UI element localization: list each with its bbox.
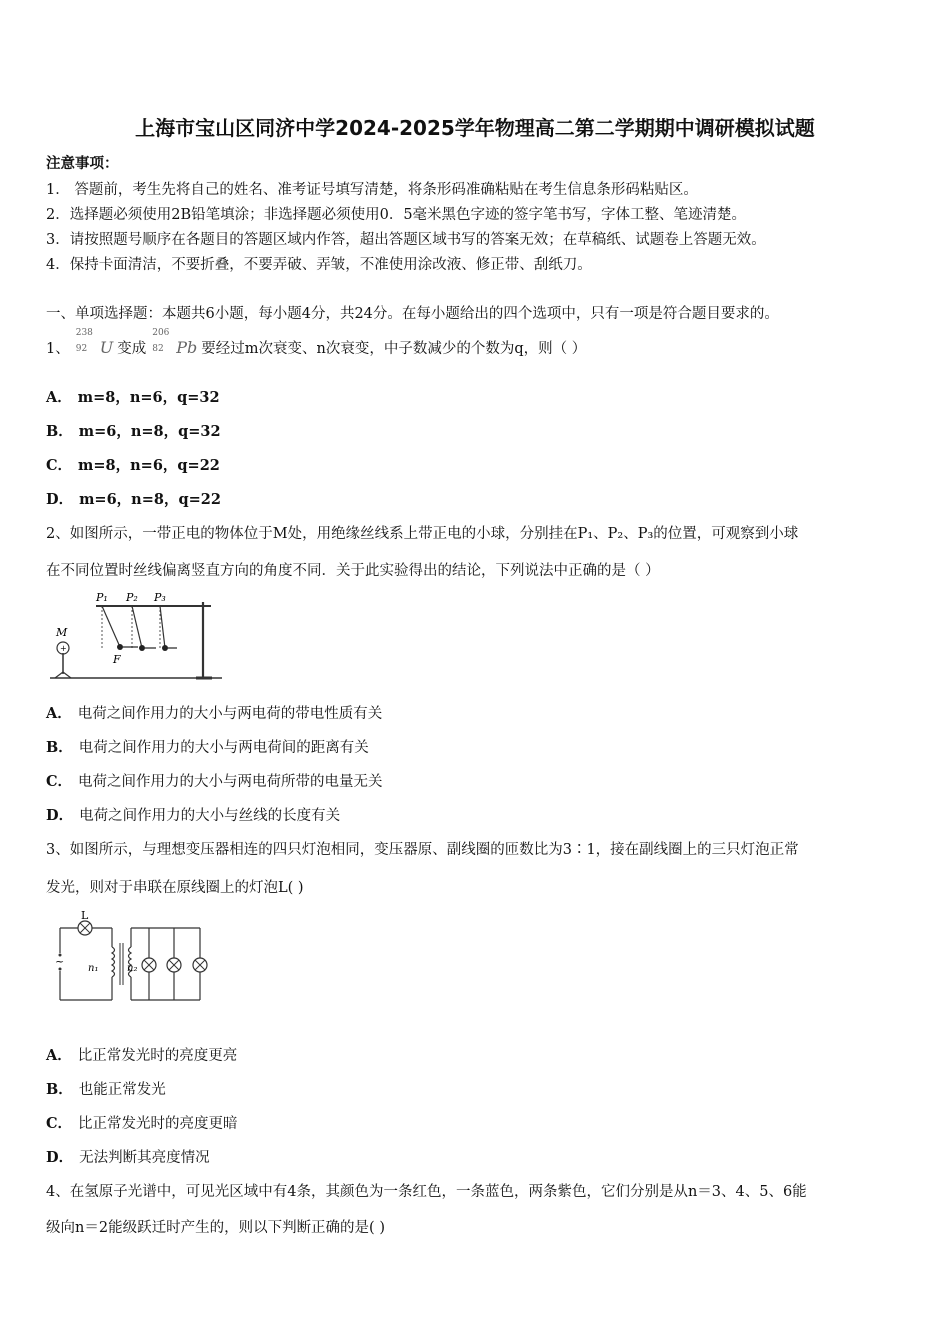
ac-source: ~ bbox=[55, 955, 65, 968]
notice-item: 3．请按照题号顺序在各题目的答题区域内作答，超出答题区域书写的答案无效；在草稿纸、试题卷上答题无效。 bbox=[46, 232, 766, 248]
question-4-stem-line2: 级向n＝2能级跃迁时产生的，则以下判断正确的是( ) bbox=[46, 1220, 385, 1236]
question-4-stem-line1: 4、在氢原子光谱中，可见光区域中有4条，其颜色为一条红色，一条蓝色，两条紫色，它们分别是从n＝3、4、5、6能 bbox=[46, 1184, 807, 1200]
ball-2 bbox=[139, 645, 145, 651]
ball-3 bbox=[162, 645, 168, 651]
label-p1: P₁ bbox=[96, 591, 108, 604]
label-n2: n₂ bbox=[127, 963, 138, 974]
notice-item: 2．选择题必须使用2B铅笔填涂；非选择题必须使用0．5毫米黑色字迹的签字笔书写，字体工整、笔迹清楚。 bbox=[46, 207, 747, 223]
option-c: C． m=8，n=6，q=22 bbox=[46, 457, 220, 474]
question-number: 1、 bbox=[46, 341, 70, 357]
isotope-lead: 206 82 Pb bbox=[152, 328, 198, 357]
notice-item: 1． 答题前，考生先将自己的姓名、准考证号填写清楚，将条形码准确粘贴在考生信息条形码粘贴区。 bbox=[46, 182, 698, 198]
notice-heading: 注意事项： bbox=[46, 155, 119, 172]
option-d: D． m=6，n=8，q=22 bbox=[46, 491, 221, 508]
option-b: B． m=6，n=8，q=32 bbox=[46, 423, 221, 440]
label-f: F bbox=[113, 653, 121, 666]
option-b: B． 电荷之间作用力的大小与两电荷间的距离有关 bbox=[46, 739, 369, 756]
label-p3: P₃ bbox=[154, 591, 166, 604]
option-b: B． 也能正常发光 bbox=[46, 1081, 166, 1098]
option-d: D． 无法判断其亮度情况 bbox=[46, 1149, 210, 1166]
option-a: A． 比正常发光时的亮度更亮 bbox=[46, 1047, 238, 1064]
question-2-stem-line2: 在不同位置时丝线偏离竖直方向的角度不同．关于此实验得出的结论，下列说法中正确的是（ ） bbox=[46, 563, 660, 579]
label-m: M bbox=[56, 626, 68, 639]
question-3-stem-line1: 3、如图所示，与理想变压器相连的四只灯泡相同，变压器原、副线圈的匝数比为3∶1，接在副线圈上的三只灯泡正常 bbox=[46, 842, 799, 858]
label-l: L bbox=[81, 909, 89, 922]
question-2-stem-line1: 2、如图所示，一带正电的物体位于M处，用绝缘丝线系上带正电的小球，分别挂在P₁、P₂、P₃的位置，可观察到小球 bbox=[46, 526, 799, 542]
isotope-uranium: 238 92 U bbox=[75, 328, 114, 357]
section-heading: 一、单项选择题：本题共6小题，每小题4分，共24分。在每小题给出的四个选项中，只有一项是符合题目要求的。 bbox=[46, 306, 779, 322]
option-d: D． 电荷之间作用力的大小与丝线的长度有关 bbox=[46, 807, 341, 824]
option-a: A． m=8，n=6，q=32 bbox=[46, 389, 220, 406]
svg-text:+: + bbox=[60, 644, 67, 653]
notice-item: 4．保持卡面清洁，不要折叠，不要弄破、弄皱，不准使用涂改液、修正带、刮纸刀。 bbox=[46, 257, 592, 273]
option-c: C． 电荷之间作用力的大小与两电荷所带的电量无关 bbox=[46, 773, 383, 790]
label-p2: P₂ bbox=[126, 591, 138, 604]
ball-1 bbox=[117, 644, 123, 650]
question-1-stem: 1、 238 92 U 变成 206 82 Pb 要经过m次衰变、n次衰变，中子数减少的个数为q，则（ ） bbox=[46, 328, 587, 357]
label-n1: n₁ bbox=[88, 963, 99, 974]
option-c: C． 比正常发光时的亮度更暗 bbox=[46, 1115, 238, 1132]
transformer-circuit-figure bbox=[50, 905, 220, 1005]
primary-coil bbox=[112, 947, 115, 977]
option-a: A． 电荷之间作用力的大小与两电荷的带电性质有关 bbox=[46, 705, 383, 722]
question-3-stem-line2: 发光，则对于串联在原线圈上的灯泡L( ) bbox=[46, 880, 304, 896]
coulomb-experiment-figure bbox=[46, 590, 226, 685]
page-title: 上海市宝山区同济中学2024-2025学年物理高二第二学期期中调研模拟试题 bbox=[135, 116, 815, 140]
